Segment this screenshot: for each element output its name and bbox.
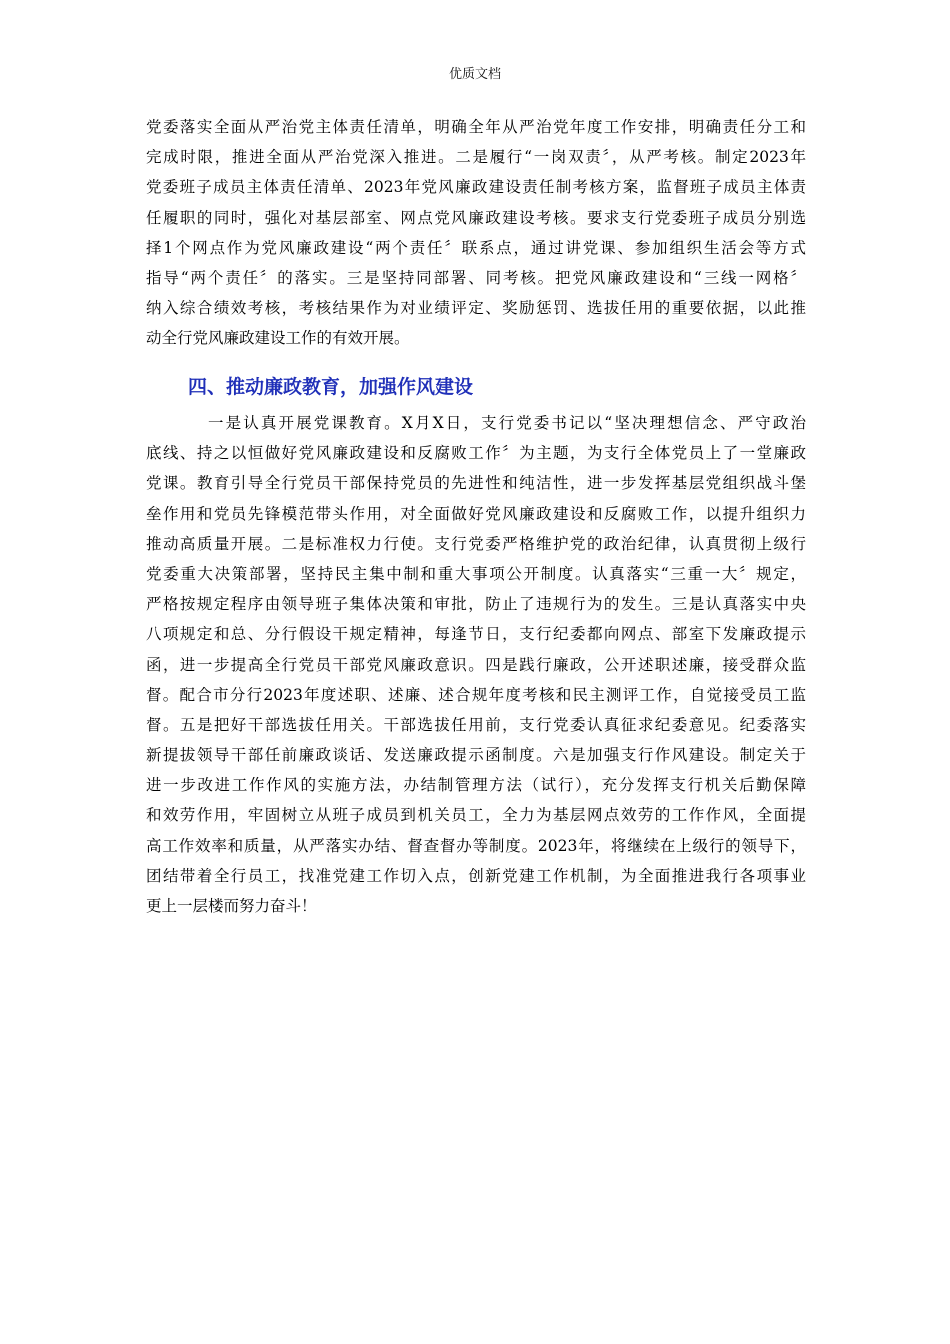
paragraph-1 [146,112,806,354]
page-header: 优质文档 [448,67,501,82]
text-line: 团结带着全行员工，找准党建工作切入点，创新党建工作机制，为全面推进我行各项事业 [146,866,806,885]
text-line: 函，进一步提高全行党员干部党风廉政意识。四是践行廉政，公开述职述廉，接受群众监 [146,655,806,674]
text-line: 党委落实全面从严治党主体责任清单，明确全年从严治党年度工作安排，明确责任分工和 [146,118,806,136]
text-line: 督。配合市分行2023年度述职、述廉、述合规年度考核和民主测评工作，自觉接受员工监 [146,685,806,704]
text-line: 择1个网点作为党风廉政建设“两个责任〞联系点，通过讲党课、参加组织生活会等方式 [146,238,806,257]
text-line: 高工作效率和质量，从严落实办结、督查督办等制度。2023年，将继续在上级行的领导下， [146,836,806,855]
text-line: 完成时限，推进全面从严治党深入推进。二是履行“一岗双责〞，从严考核。制定2023年 [146,148,806,167]
text-line: 党委班子成员主体责任清单、2023年党风廉政建设责任制考核方案，监督班子成员主体责 [146,178,806,197]
text-line: 督。五是把好干部选拔任用关。干部选拔任用前，支行党委认真征求纪委意见。纪委落实 [146,715,806,734]
text-line: 任履职的同时，强化对基层部室、网点党风廉政建设考核。要求支行党委班子成员分别选 [146,208,806,227]
text-line: 一是认真开展党课教育。X月X日，支行党委书记以“坚决理想信念、严守政治 [208,414,806,432]
text-line: 党课。教育引导全行党员干部保持党员的先进性和纯洁性，进一步发挥基层党组织战斗堡 [146,474,806,493]
text-line: 新提拔领导干部任前廉政谈话、发送廉政提示函制度。六是加强支行作风建设。制定关于 [146,746,806,765]
text-line: 进一步改进工作作风的实施方法，办结制管理方法（试行），充分发挥支行机关后勤保障 [146,776,806,795]
text-line: 党委重大决策部署，坚持民主集中制和重大事项公开制度。认真落实“三重一大〞规定， [146,564,806,583]
text-line: 更上一层楼而努力奋斗！ [146,897,317,915]
paragraph-2 [146,408,806,921]
text-line: 纳入综合绩效考核，考核结果作为对业绩评定、奖励惩罚、选拔任用的重要依据，以此推 [146,299,806,318]
text-line: 和效劳作用，牢固树立从班子成员到机关员工，全力为基层网点效劳的工作作风，全面提 [146,806,806,825]
text-line: 推动高质量开展。二是标准权力行使。支行党委严格维护党的政治纪律，认真贯彻上级行 [146,534,806,553]
text-line: 动全行党风廉政建设工作的有效开展。 [146,329,410,348]
text-line: 垒作用和党员先锋模范带头作用，对全面做好党风廉政建设和反腐败工作，以提升组织力 [146,504,806,523]
section-heading: 四、推动廉政教育，加强作风建设 [188,376,474,398]
text-line: 八项规定和总、分行假设干规定精神，每逢节日，支行纪委都向网点、部室下发廉政提示 [146,625,806,644]
text-line: 严格按规定程序由领导班子集体决策和审批，防止了违规行为的发生。三是认真落实中央 [146,595,806,614]
text-line: 底线、持之以恒做好党风廉政建设和反腐败工作〞为主题，为支行全体党员上了一堂廉政 [146,444,806,463]
text-line: 指导“两个责任〞的落实。三是坚持同部署、同考核。把党风廉政建设和“三线一网格〞 [146,268,806,287]
